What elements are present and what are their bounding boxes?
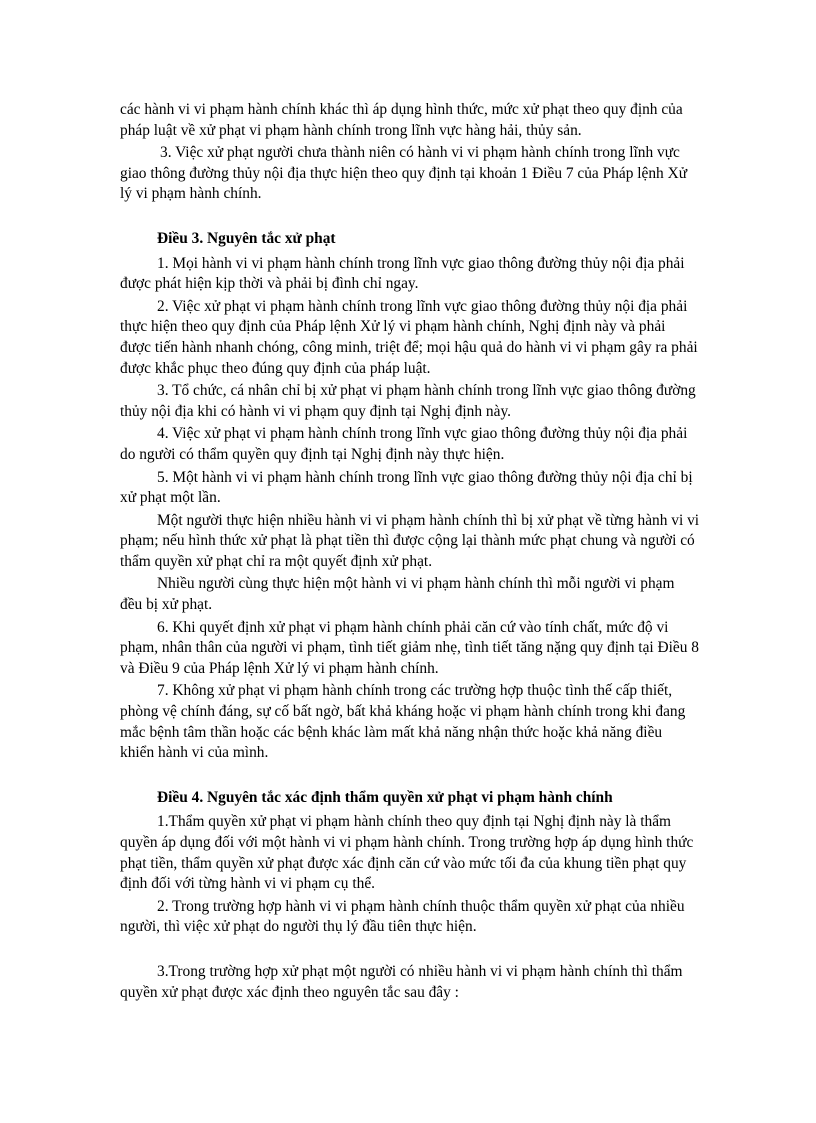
paragraph: 7. Không xử phạt vi phạm hành chính trong các trường hợp thuộc tình thế cấp thiết, phòng vệ chính đáng, sự cố bất ngờ, bất khả kháng hoặc vi phạm hành chính trong khi đang mắc bệnh tâm thần hoặc các bệnh khác làm mất khả năng nhận thức hoặc khả năng điều khiển hành vi của mình. (120, 682, 686, 762)
paragraph: 4. Việc xử phạt vi phạm hành chính trong lĩnh vực giao thông đường thủy nội địa phải do người có thẩm quyền quy định tại Nghị định này thực hiện. (120, 425, 688, 463)
paragraph: 2. Trong trường hợp hành vi vi phạm hành chính thuộc thẩm quyền xử phạt của nhiều người, thì việc xử phạt do người thụ lý đầu tiên thực hiện. (120, 897, 685, 936)
paragraph: 5. Một hành vi vi phạm hành chính trong lĩnh vực giao thông đường thủy nội địa chỉ bị xử phạt một lần. (120, 468, 693, 507)
paragraph: 3. Việc xử phạt người chưa thành niên có hành vi vi phạm hành chính trong lĩnh vực giao thông đường thủy nội địa thực hiện theo quy định tại khoản 1 Điều 7 của Pháp lệnh Xử lý vi phạm hành chính. (120, 144, 688, 203)
paragraph: 1. Mọi hành vi vi phạm hành chính trong lĩnh vực giao thông đường thủy nội địa phải được phát hiện kịp thời và phải bị đình chỉ ngay. (120, 254, 685, 293)
paragraph: 3.Trong trường hợp xử phạt một người có nhiều hành vi vi phạm hành chính thì thẩm quyền xử phạt được xác định theo nguyên tắc sau đây : (120, 962, 683, 1001)
article-4-heading: Điều 4. Nguyên tắc xác định thẩm quyền xử phạt vi phạm hành chính (157, 788, 613, 806)
paragraph: Một người thực hiện nhiều hành vi vi phạm hành chính thì bị xử phạt về từng hành vi vi phạm; nếu hình thức xử phạt là phạt tiền thì được cộng lại thành mức phạt chung và người có thẩm quyền xử phạt chỉ ra một quyết định xử phạt. (120, 511, 700, 570)
paragraph: 2. Việc xử phạt vi phạm hành chính trong lĩnh vực giao thông đường thủy nội địa phải thực hiện theo quy định của Pháp lệnh Xử lý vi phạm hành chính, Nghị định này và phải được tiến hành nhanh chóng, công minh, triệt để; mọi hậu quả do hành vi vi phạm gây ra phải được khắc phục theo đúng quy định của pháp luật. (120, 297, 698, 377)
paragraph: các hành vi vi phạm hành chính khác thì áp dụng hình thức, mức xử phạt theo quy định của pháp luật về xử phạt vi phạm hành chính trong lĩnh vực hàng hải, thủy sản. (120, 101, 683, 139)
paragraph: Nhiều người cùng thực hiện một hành vi vi phạm hành chính thì mỗi người vi phạm đều bị xử phạt. (120, 575, 675, 614)
paragraph: 6. Khi quyết định xử phạt vi phạm hành chính phải căn cứ vào tính chất, mức độ vi phạm, nhân thân của người vi phạm, tình tiết giảm nhẹ, tình tiết tăng nặng quy định tại Điều 8 và Điều 9 của Pháp lệnh Xử lý vi phạm hành chính. (120, 618, 699, 677)
document-body (120, 100, 700, 1005)
article-3-heading: Điều 3. Nguyên tắc xử phạt (157, 229, 336, 247)
paragraph: 1.Thẩm quyền xử phạt vi phạm hành chính theo quy định tại Nghị định này là thẩm quyền áp dụng đối với một hành vi vi phạm hành chính. Trong trường hợp áp dụng hình thức phạt tiền, thẩm quyền xử phạt được xác định căn cứ vào mức tối đa của khung tiền phạt quy định đối với từng hành vi vi phạm cụ thể. (120, 813, 694, 893)
paragraph: 3. Tổ chức, cá nhân chỉ bị xử phạt vi phạm hành chính trong lĩnh vực giao thông đường thủy nội địa khi có hành vi vi phạm quy định tại Nghị định này. (120, 382, 696, 420)
